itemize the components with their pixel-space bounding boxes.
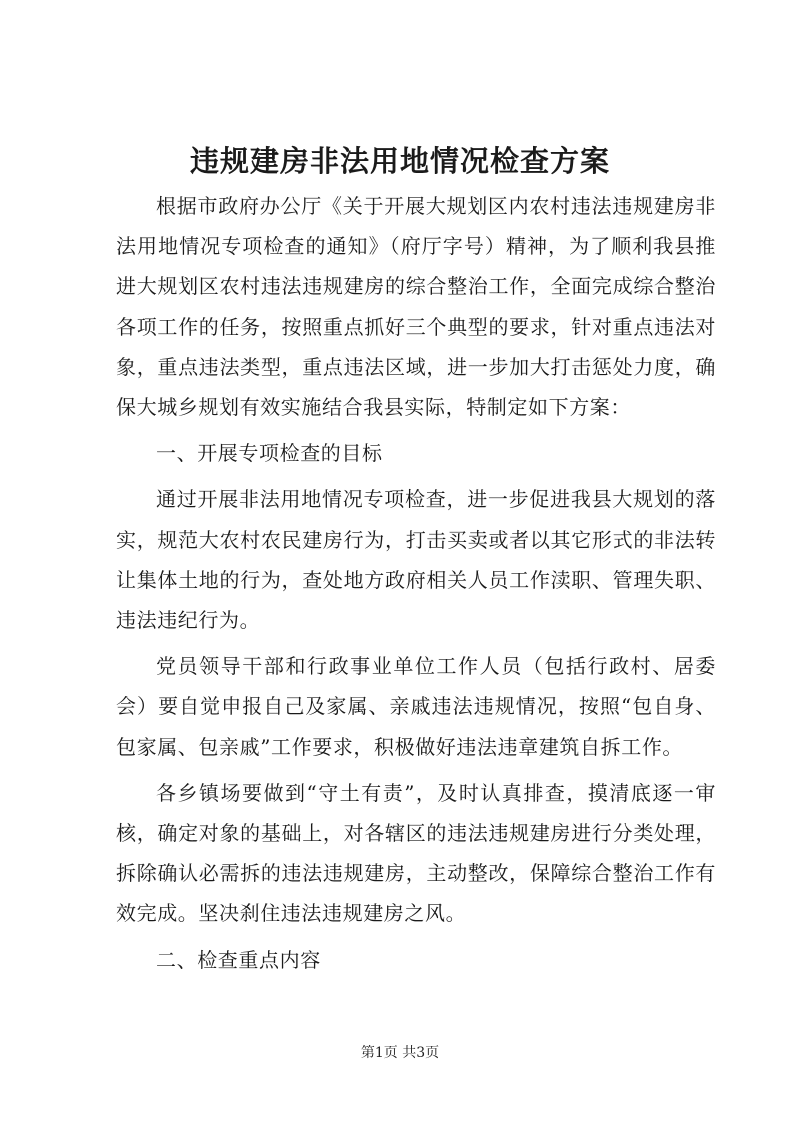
townships-paragraph: 各乡镇场要做到“守土有责”，及时认真排查，摸清底逐一审核，确定对象的基础上，对各辖区的违法违规建房进行分类处理，拆除确认必需拆的违法违规建房，主动整改，保障综合整治工作有效完成。坚决刹住违法违规建房之风。 bbox=[116, 780, 716, 926]
document-body bbox=[116, 186, 716, 986]
goal-paragraph: 通过开展非法用地情况专项检查，进一步促进我县大规划的落实，规范大农村农民建房行为，打击买卖或者以其它形式的非法转让集体土地的行为，查处地方政府相关人员工作渎职、管理失职、违法违纪行为。 bbox=[116, 487, 716, 633]
party-members-paragraph: 党员领导干部和行政事业单位工作人员（包括行政村、居委会）要自觉申报自己及家属、亲戚违法违规情况，按照“包自身、包家属、包亲戚”工作要求，积极做好违法违章建筑自拆工作。 bbox=[116, 654, 716, 759]
section-heading-1: 一、开展专项检查的目标 bbox=[156, 441, 383, 466]
document-title: 违规建房非法用地情况检查方案 bbox=[189, 144, 610, 178]
page-number-footer: 第1页 共3页 bbox=[360, 1045, 440, 1061]
section-heading-2: 二、检查重点内容 bbox=[156, 947, 321, 972]
intro-paragraph: 根据市政府办公厅《关于开展大规划区内农村违法违规建房非法用地情况专项检查的通知》（府厅字号）精神，为了顺利我县推进大规划区农村违法违规建房的综合整治工作，全面完成综合整治各项工作的任务，按照重点抓好三个典型的要求，针对重点违法对象，重点违法类型，重点违法区域，进一步加大打击惩处力度，确保大城乡规划有效实施结合我县实际，特制定如下方案： bbox=[116, 194, 716, 420]
